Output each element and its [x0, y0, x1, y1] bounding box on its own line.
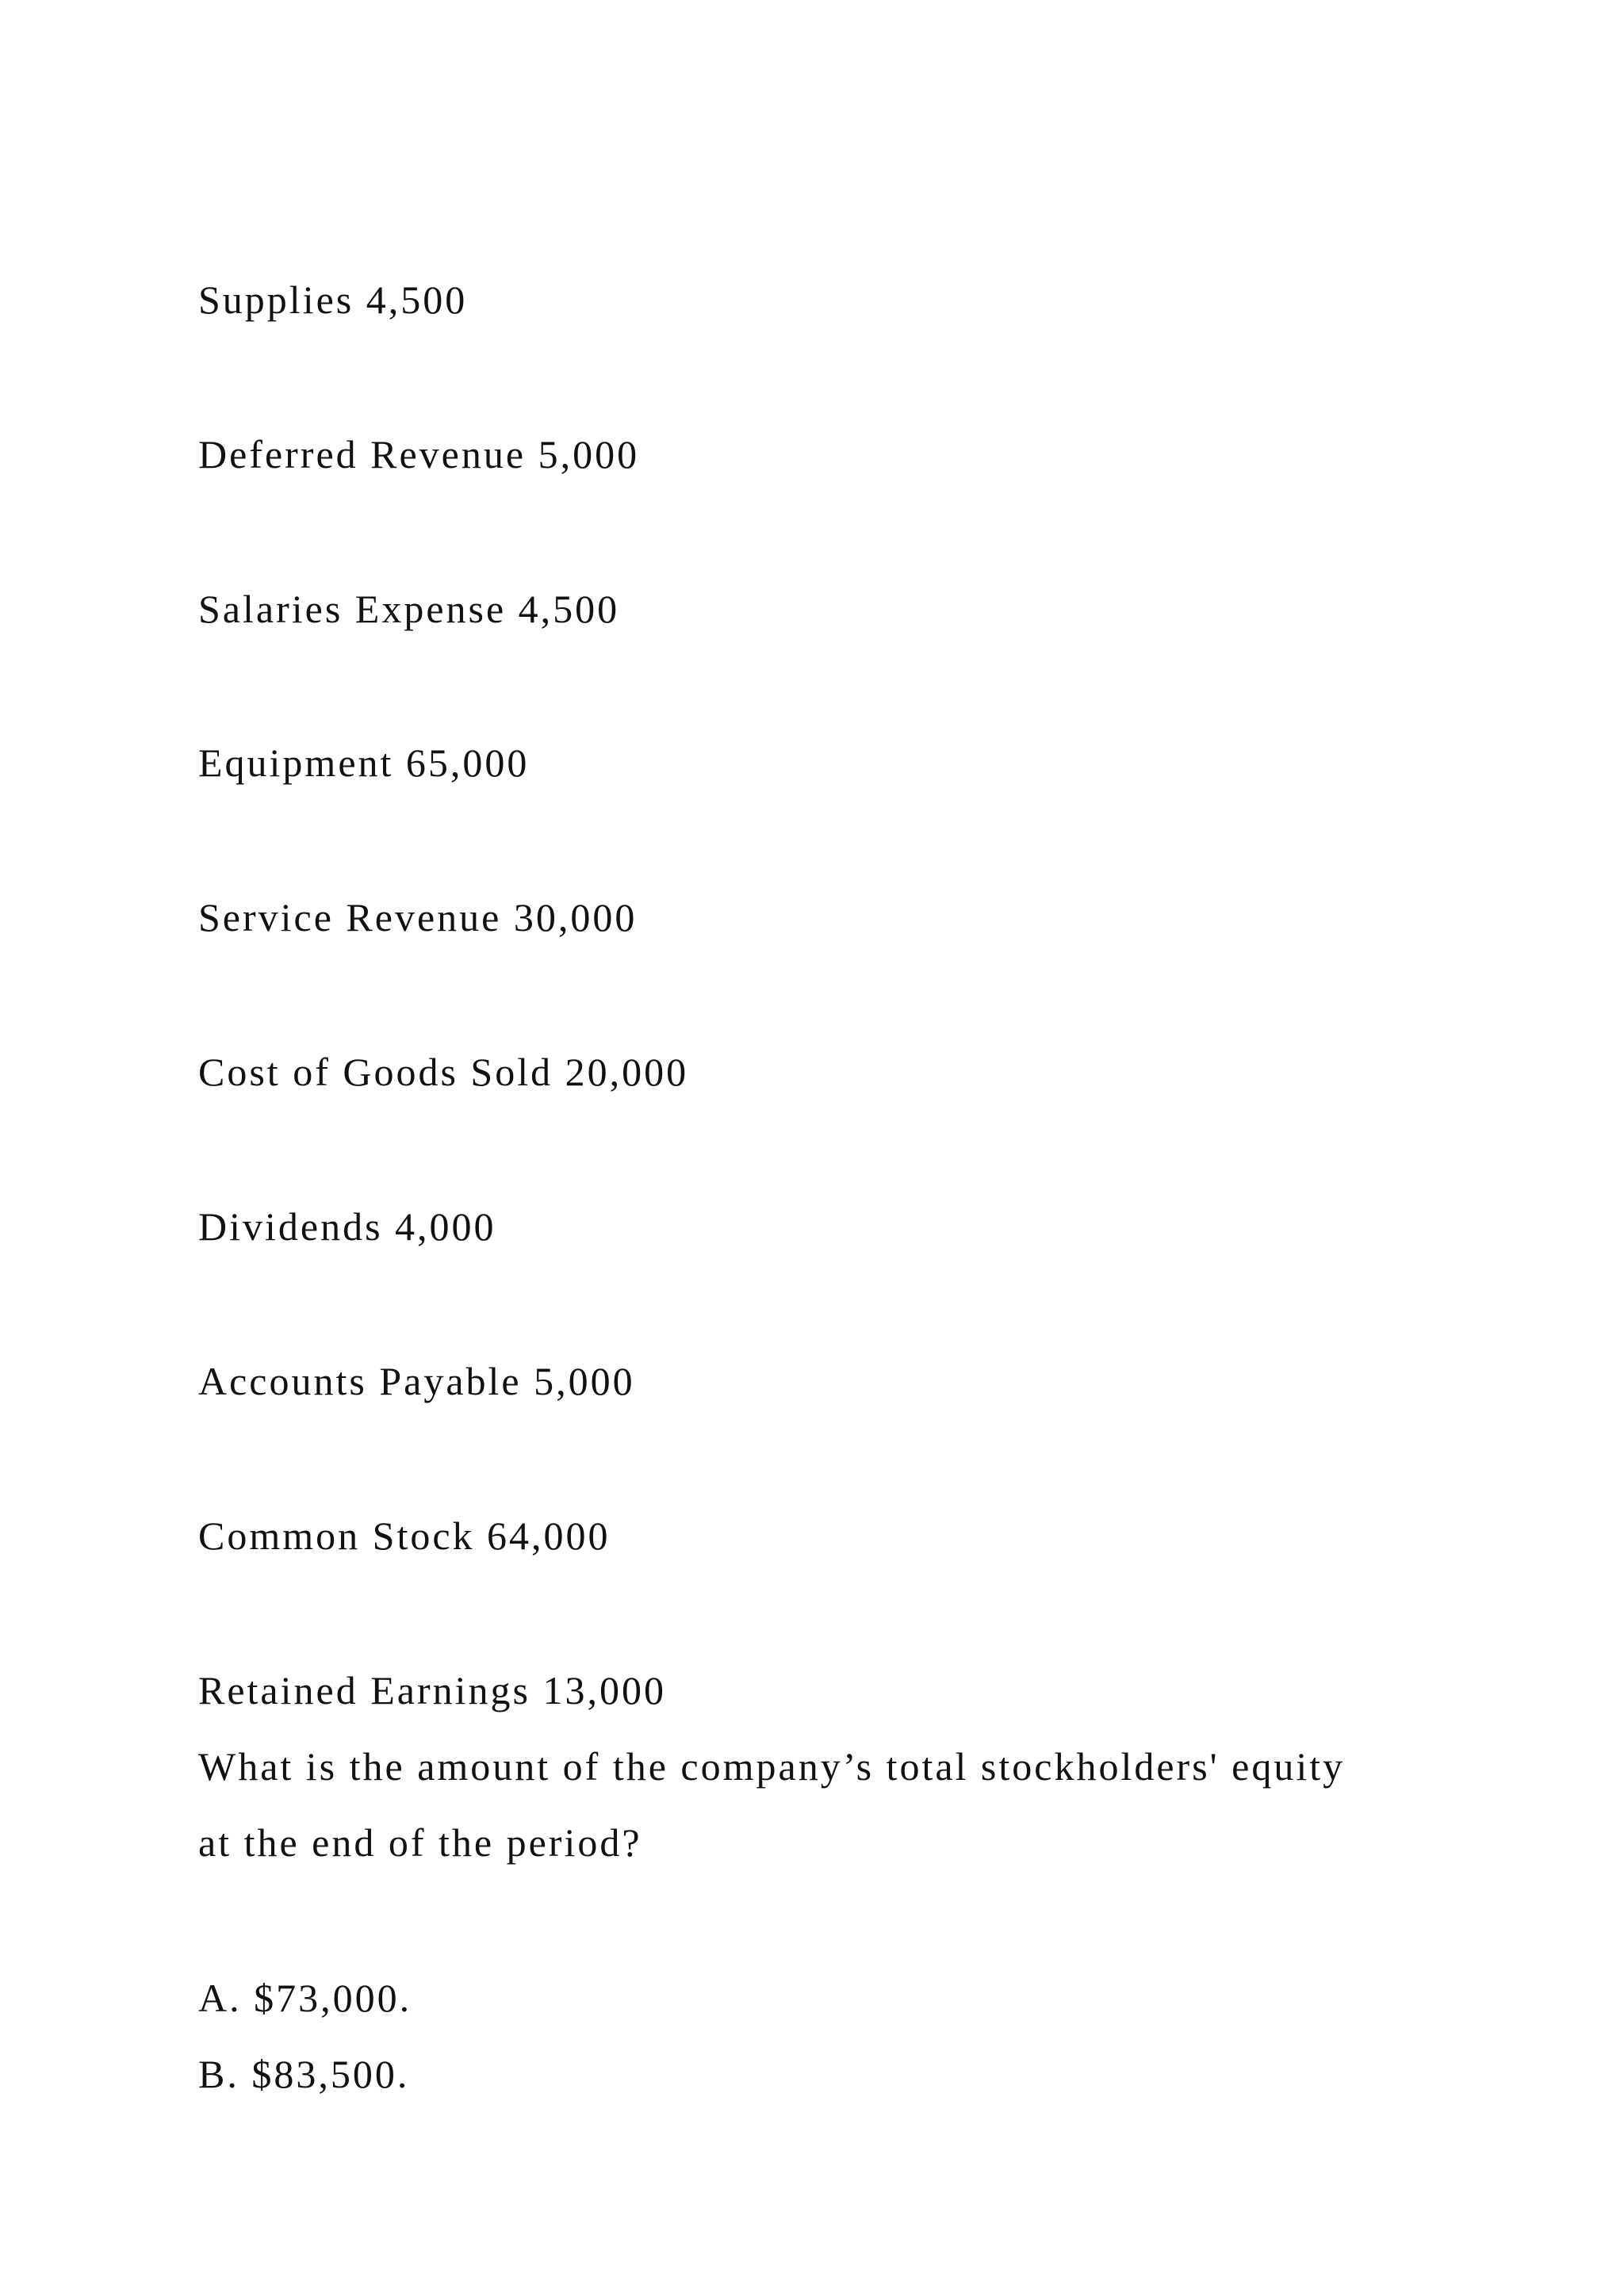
answer-option-a: A. $73,000.: [198, 1976, 412, 2020]
account-line-cost-of-goods-sold: Cost of Goods Sold 20,000: [198, 1050, 689, 1094]
account-line-deferred-revenue: Deferred Revenue 5,000: [198, 432, 640, 476]
question-line-1: What is the amount of the company’s total stockholders' equity: [198, 1744, 1346, 1789]
answer-option-b: B. $83,500.: [198, 2052, 410, 2096]
account-line-supplies: Supplies 4,500: [198, 277, 468, 322]
account-line-equipment: Equipment 65,000: [198, 740, 530, 785]
account-line-salaries-expense: Salaries Expense 4,500: [198, 587, 620, 631]
account-line-service-revenue: Service Revenue 30,000: [198, 895, 638, 939]
question-line-2: at the end of the period?: [198, 1820, 642, 1865]
account-line-common-stock: Common Stock 64,000: [198, 1513, 611, 1558]
account-line-accounts-payable: Accounts Payable 5,000: [198, 1359, 635, 1403]
account-line-retained-earnings: Retained Earnings 13,000: [198, 1668, 666, 1712]
account-line-dividends: Dividends 4,000: [198, 1204, 496, 1249]
